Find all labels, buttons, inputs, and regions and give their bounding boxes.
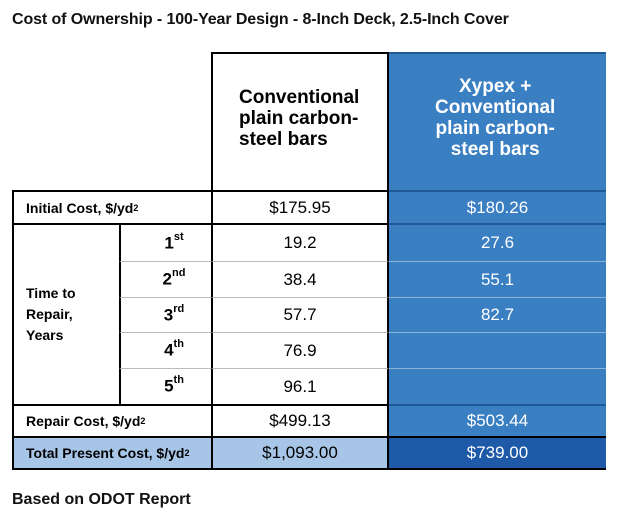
initial-cost-unit: 2 — [133, 202, 139, 213]
repair-3-conventional: 57.7 — [211, 297, 389, 332]
header-blank — [12, 52, 211, 190]
repair-3-xypex: 82.7 — [389, 297, 606, 332]
repair-ordinal-3: 3rd — [119, 297, 211, 332]
header-xypex-line4: steel bars — [450, 139, 540, 160]
header-xypex-line2: Conventional — [435, 97, 556, 118]
repair-cost-label: Repair Cost, $/yd 2 — [12, 404, 211, 436]
time-to-repair-label: Time to Repair, Years — [12, 223, 119, 404]
repair-ordinal-5: 5th — [119, 368, 211, 404]
source-note: Based on ODOT Report — [12, 491, 191, 508]
repair-2-conventional: 38.4 — [211, 261, 389, 297]
repair-ordinal-4: 4th — [119, 332, 211, 368]
repair-2-xypex: 55.1 — [389, 261, 606, 297]
header-conventional-line2: plain carbon- — [239, 108, 359, 129]
repair-ordinal-2: 2nd — [119, 261, 211, 297]
initial-cost-xypex: $180.26 — [389, 190, 606, 223]
repair-4-conventional: 76.9 — [211, 332, 389, 368]
page-title: Cost of Ownership - 100-Year Design - 8-Inch Deck, 2.5-Inch Cover — [12, 11, 509, 28]
header-xypex-line1: Xypex + — [458, 76, 532, 97]
initial-cost-conventional: $175.95 — [211, 190, 389, 223]
header-conventional-line1: Conventional — [239, 87, 360, 108]
repair-5-xypex — [389, 368, 606, 404]
repair-5-conventional: 96.1 — [211, 368, 389, 404]
initial-cost-label: Initial Cost, $/yd 2 — [12, 190, 211, 223]
repair-cost-unit: 2 — [140, 416, 146, 426]
repair-cost-conventional: $499.13 — [211, 404, 389, 436]
repair-1-xypex: 27.6 — [389, 223, 606, 261]
repair-cost-xypex: $503.44 — [389, 404, 606, 436]
total-cost-conventional: $1,093.00 — [211, 436, 389, 470]
cost-table — [12, 52, 606, 474]
header-conventional-line3: steel bars — [239, 129, 328, 150]
repair-4-xypex — [389, 332, 606, 368]
total-cost-unit: 2 — [184, 448, 190, 458]
total-cost-xypex: $739.00 — [389, 436, 606, 470]
repair-ordinal-1: 1st — [119, 223, 211, 261]
repair-1-conventional: 19.2 — [211, 223, 389, 261]
total-cost-label: Total Present Cost, $/yd 2 — [12, 436, 211, 470]
header-conventional — [211, 52, 389, 190]
header-xypex — [389, 52, 606, 190]
header-xypex-line3: plain carbon- — [435, 118, 555, 139]
